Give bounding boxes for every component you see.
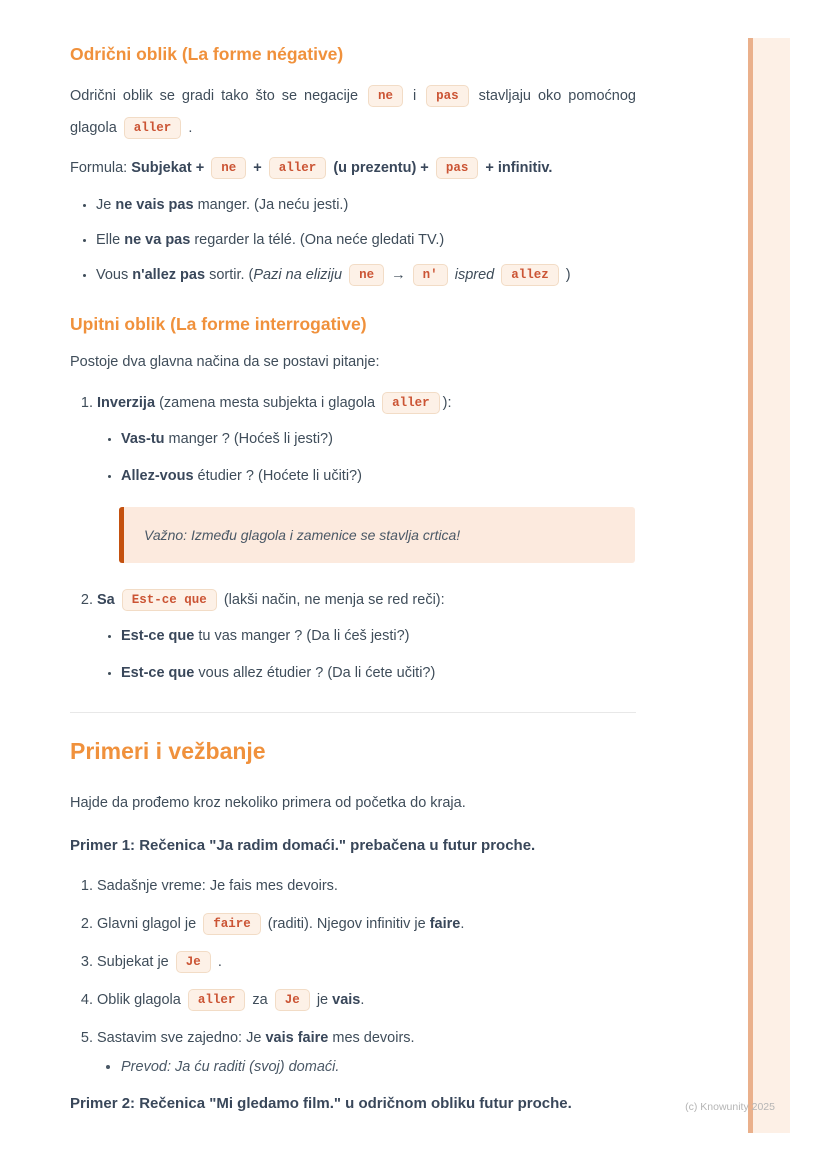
code-chip-n-apostrophe: n' (413, 264, 448, 286)
bold-run: Allez-vous (121, 468, 194, 484)
text-run: tu vas manger ? (Da li ćeš jesti?) (198, 628, 410, 644)
list-item (96, 264, 636, 286)
text-run: ) (565, 267, 571, 283)
text-run: Subjekat je (97, 954, 169, 970)
code-chip-aller: aller (188, 989, 246, 1011)
text-run: Sadašnje vreme: Je fais mes devoirs. (97, 878, 338, 894)
paragraph-negative-intro (70, 80, 636, 144)
text-run: Oblik glagola (97, 992, 181, 1008)
translation-list (97, 1057, 636, 1077)
code-chip-aller: aller (382, 392, 440, 414)
step-item (97, 911, 636, 937)
step-item (97, 987, 636, 1013)
italic-run: Prevod: Ja ću raditi (svoj) domaći. (121, 1059, 340, 1075)
document-content (70, 0, 636, 1115)
list-item (121, 625, 636, 647)
code-chip-allez: allez (501, 264, 559, 286)
bold-run: Est-ce que (121, 665, 195, 681)
text-run: Sastavim sve zajedno: Je (97, 1030, 262, 1046)
list-item (96, 229, 636, 251)
formula-line (70, 152, 636, 184)
text-run: . (360, 992, 365, 1008)
text-run: . (460, 916, 465, 932)
italic-run: ispred (454, 267, 495, 283)
text-run: Je (96, 197, 112, 213)
formula-label: Formula: (70, 160, 128, 176)
text-run: vous allez étudier ? (Da li ćete učiti?) (198, 665, 436, 681)
translation-item (121, 1057, 636, 1077)
bold-run: + (253, 160, 262, 176)
code-chip-ne: ne (368, 85, 403, 107)
bold-run: n'allez pas (132, 267, 206, 283)
text-run: . (217, 954, 222, 970)
text-run: (zamena mesta subjekta i glagola (159, 395, 376, 411)
code-chip-ne: ne (211, 157, 246, 179)
text-run: sortir. ( (209, 267, 254, 283)
step-item (97, 873, 636, 899)
text-run: (raditi). Njegov infinitiv je (267, 916, 426, 932)
bold-run: faire (429, 916, 461, 932)
section-heading-interrogative-form: Upitni oblik (La forme interrogative) (70, 314, 367, 334)
bold-run: ne vais pas (115, 197, 194, 213)
text-run: étudier ? (Hoćete li učiti?) (197, 468, 362, 484)
section-divider (70, 712, 636, 713)
list-item-inversion (97, 390, 636, 563)
text-run: (lakši način, ne menja se red reči): (223, 592, 445, 608)
paragraph-examples-intro: Hajde da prođemo kroz nekoliko primera od početka do kraja. (70, 795, 466, 811)
text-run: Elle (96, 232, 121, 248)
code-chip-faire: faire (203, 913, 261, 935)
bold-run: Sa (97, 592, 115, 608)
est-ce-que-examples-list (97, 625, 636, 684)
text-run: i (412, 88, 417, 104)
bold-run: Inverzija (97, 395, 156, 411)
bold-run: vais faire (265, 1030, 329, 1046)
text-run: ): (442, 395, 452, 411)
copyright-watermark: (c) Knowunity 2025 (685, 1101, 775, 1113)
question-methods-list (70, 390, 636, 684)
callout-text: Važno: Između glagola i zamenice se stavlja crtica! (144, 527, 461, 543)
list-item (96, 194, 636, 216)
paragraph-interrogative-intro: Postoje dva glavna načina da se postavi pitanje: (70, 354, 380, 370)
bold-run: (u prezentu) + (333, 160, 429, 176)
arrow-glyph: → (391, 267, 406, 283)
text-run: Glavni glagol je (97, 916, 197, 932)
bold-run: Est-ce que (121, 628, 195, 644)
example-1-steps-list (70, 873, 636, 1077)
list-item (121, 465, 636, 487)
code-chip-aller: aller (269, 157, 327, 179)
text-run: mes devoirs. (332, 1030, 415, 1046)
text-run: stavljaju oko pomoćnog glagola (70, 88, 636, 136)
code-chip-pas: pas (426, 85, 469, 107)
example-1-title: Primer 1: Rečenica "Ja radim domaći." prebačena u futur proche. (70, 837, 536, 854)
right-margin-stripe (748, 38, 790, 1133)
negative-examples-list (70, 194, 636, 286)
italic-run: Pazi na eliziju (253, 267, 343, 283)
text-run: manger. (Ja neću jesti.) (197, 197, 349, 213)
bold-run: ne va pas (124, 232, 191, 248)
section-heading-negative-form: Odrični oblik (La forme négative) (70, 44, 344, 64)
step-item (97, 1025, 636, 1077)
bold-run: Subjekat + (131, 160, 205, 176)
inversion-examples-list (97, 428, 636, 487)
text-run: . (188, 120, 193, 136)
text-run: manger ? (Hoćeš li jesti?) (168, 431, 333, 447)
bold-run: Vas-tu (121, 431, 165, 447)
list-item-est-ce-que (97, 587, 636, 684)
code-chip-aller: aller (124, 117, 182, 139)
text-run: za (252, 992, 268, 1008)
text-run: Vous (96, 267, 129, 283)
step-item (97, 949, 636, 975)
bold-run: vais (332, 992, 361, 1008)
text-run: regarder la télé. (Ona neće gledati TV.) (194, 232, 445, 248)
text-run: Odrični oblik se gradi tako što se negacije (70, 88, 359, 104)
important-note-callout (119, 507, 635, 563)
code-chip-ne: ne (349, 264, 384, 286)
section-heading-examples: Primeri i vežbanje (70, 738, 266, 764)
bold-run: + infinitiv. (485, 160, 553, 176)
code-chip-est-ce-que: Est-ce que (122, 589, 217, 611)
text-run: je (316, 992, 329, 1008)
list-item (121, 428, 636, 450)
example-2-title: Primer 2: Rečenica "Mi gledamo film." u odričnom obliku futur proche. (70, 1095, 572, 1112)
code-chip-je: Je (275, 989, 310, 1011)
code-chip-pas: pas (436, 157, 479, 179)
code-chip-je: Je (176, 951, 211, 973)
list-item (121, 662, 636, 684)
